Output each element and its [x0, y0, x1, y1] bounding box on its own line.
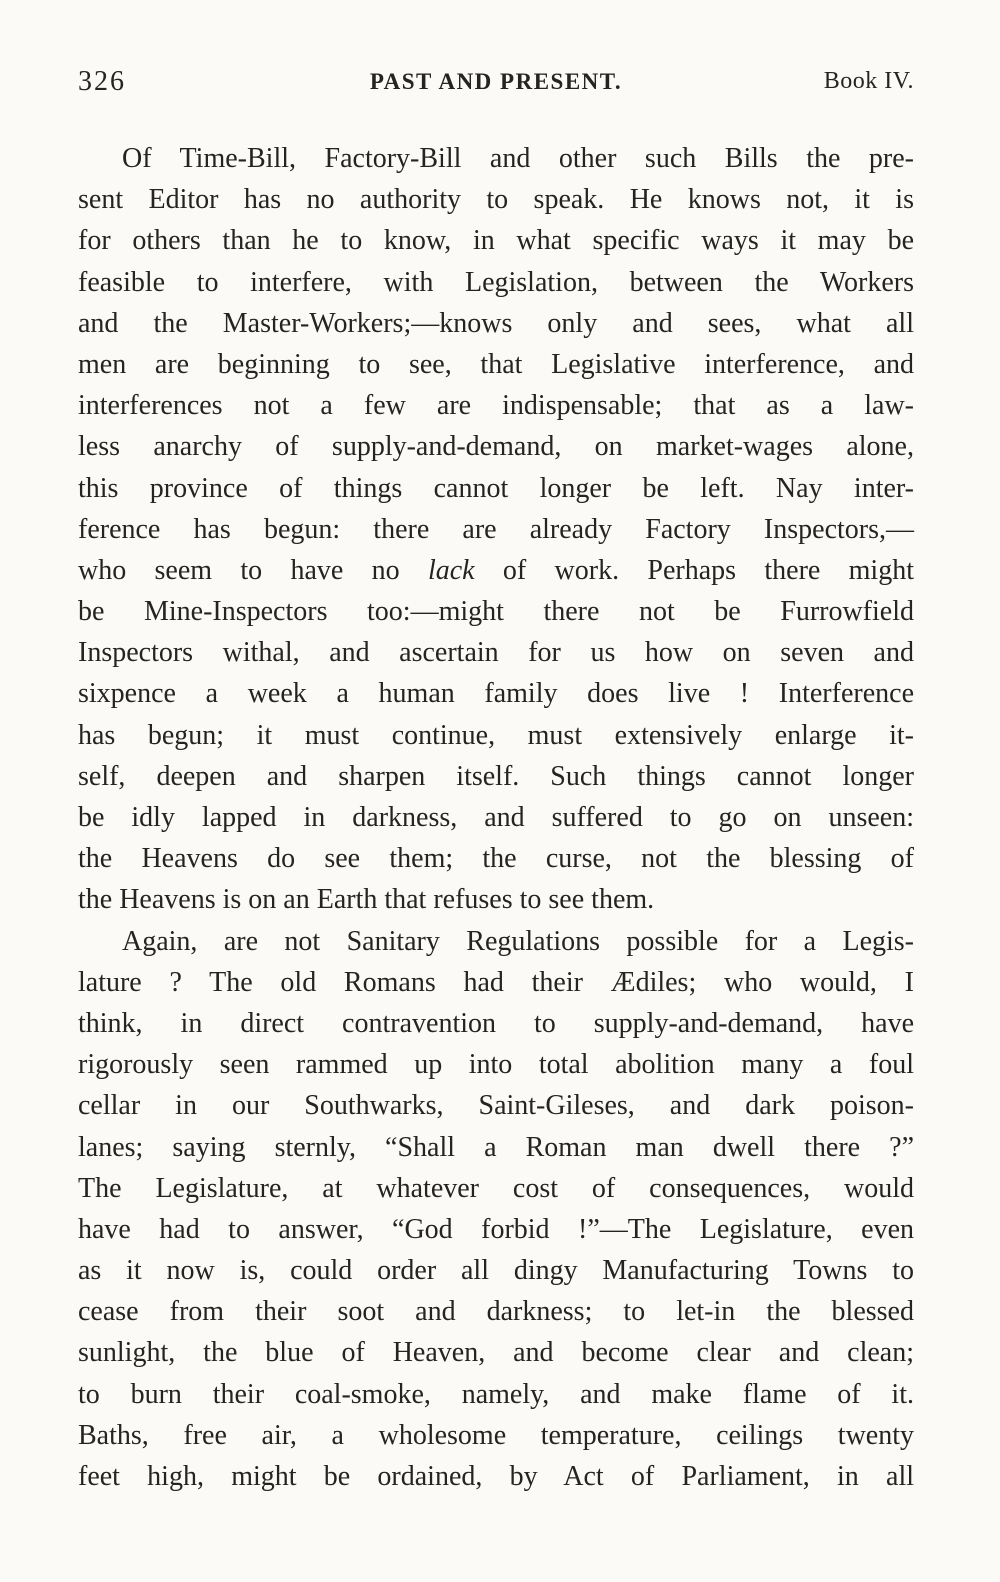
- text-line: Of Time-Bill, Factory-Bill and other such Bills the pre-: [122, 143, 914, 174]
- text-line: [78, 550, 914, 591]
- text-line: sunlight, the blue of Heaven, and become clear and clean;: [78, 1337, 914, 1369]
- text-line: the Heavens is on an Earth that refuses to see them.: [78, 884, 655, 916]
- text-line: Inspectors withal, and ascertain for us how on seven and: [78, 637, 914, 669]
- text-line: feasible to interfere, with Legislation, between the Workers: [78, 266, 914, 298]
- text-line: for others than he to know, in what specific ways it may be: [78, 225, 914, 257]
- text-line: ference has begun: there are already Factory Inspectors,—: [78, 513, 914, 545]
- page-number: 326: [78, 66, 126, 97]
- text-line: lature ? The old Romans had their Ædiles; who would, I: [78, 966, 914, 998]
- text-line: be idly lapped in darkness, and suffered to go on unseen:: [78, 802, 914, 833]
- text-line: interferences not a few are indispensable; that as a law-: [78, 390, 914, 422]
- book-label: Book IV.: [823, 68, 914, 94]
- text-line: has begun; it must continue, must extensively enlarge it-: [78, 719, 914, 751]
- text-line: Baths, free air, a wholesome temperature, ceilings twenty: [78, 1419, 914, 1451]
- text-line: cellar in our Southwarks, Saint-Gileses, and dark poison-: [78, 1090, 914, 1122]
- text-line: cease from their soot and darkness; to let-in the blessed: [78, 1296, 914, 1328]
- text-line: the Heavens do see them; the curse, not the blessing of: [78, 843, 914, 875]
- italic-text: lack: [427, 554, 475, 586]
- text-segment: of work. Perhaps there might: [474, 554, 914, 586]
- text-line: and the Master-Workers;—knows only and sees, what all: [78, 307, 914, 339]
- text-line: this province of things cannot longer be left. Nay inter-: [78, 472, 914, 504]
- text-line: men are beginning to see, that Legislative interference, and: [78, 348, 914, 380]
- text-line: less anarchy of supply-and-demand, on market-wages alone,: [78, 431, 914, 463]
- text-line: have had to answer, “God forbid !”—The Legislature, even: [78, 1213, 914, 1245]
- page-text: [78, 138, 914, 1497]
- text-line: Again, are not Sanitary Regulations possible for a Legis-: [122, 925, 914, 957]
- text-line: lanes; saying sternly, “Shall a Roman man dwell there ?”: [78, 1131, 914, 1163]
- text-line: to burn their coal-smoke, namely, and make flame of it.: [78, 1378, 914, 1410]
- text-line: feet high, might be ordained, by Act of Parliament, in all: [78, 1461, 914, 1492]
- paragraph: [78, 138, 914, 921]
- text-line: sixpence a week a human family does live ! Interference: [78, 678, 914, 710]
- text-line: think, in direct contravention to supply-and-demand, have: [78, 1007, 914, 1039]
- text-line: self, deepen and sharpen itself. Such things cannot longer: [78, 760, 914, 792]
- text-line: The Legislature, at whatever cost of consequences, would: [78, 1172, 914, 1204]
- paragraph: [78, 921, 914, 1498]
- text-line: sent Editor has no authority to speak. He knows not, it is: [78, 184, 914, 216]
- text-line: as it now is, could order all dingy Manufacturing Towns to: [78, 1255, 914, 1287]
- text-segment: who seem to have no: [78, 554, 428, 586]
- running-title: PAST AND PRESENT.: [369, 69, 623, 94]
- page-header: [78, 66, 914, 100]
- text-line: be Mine-Inspectors too:—might there not be Furrowfield: [78, 596, 914, 628]
- text-line: rigorously seen rammed up into total abolition many a foul: [78, 1049, 914, 1081]
